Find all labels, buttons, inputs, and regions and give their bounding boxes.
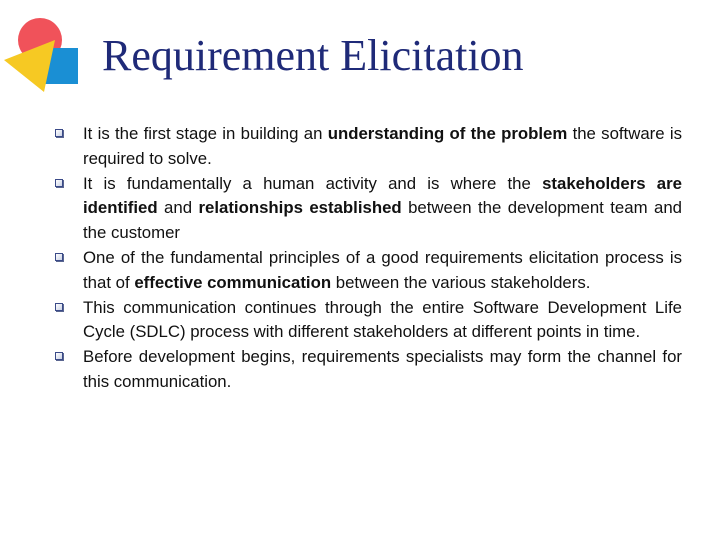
bullet-item xyxy=(52,122,682,172)
bullet-item xyxy=(52,296,682,346)
hollow-square-bullet-icon xyxy=(55,253,63,261)
geometric-shapes-logo-icon xyxy=(0,0,90,100)
bullet-item xyxy=(52,345,682,395)
bullet-text-segment: Before development begins, requirements specialists may form the channel for this communication. xyxy=(83,347,682,391)
bullet-text xyxy=(83,296,682,346)
bullet-text xyxy=(83,122,682,172)
bullet-text-segment: the software is required to solve. xyxy=(83,124,682,168)
bullet-text-segment: and xyxy=(157,198,199,218)
bullet-text-segment: It is fundamentally a human activity and is where the xyxy=(83,173,543,193)
slide-title: Requirement Elicitation xyxy=(102,31,524,80)
bullet-item xyxy=(52,246,682,296)
bullet-text-emphasis: understanding of the problem xyxy=(327,124,568,143)
bullet-text xyxy=(83,172,682,246)
bullet-text-emphasis: relationships established xyxy=(198,198,402,218)
hollow-square-bullet-icon xyxy=(55,129,63,137)
bullet-text-emphasis: effective communication xyxy=(134,272,332,292)
bullet-text-emphasis: stakeholders are identified xyxy=(83,173,682,218)
bullet-text xyxy=(83,246,682,296)
bullet-text-segment: This communication continues through the entire Software Development Life Cycle (SDLC) process with different stakeholders at different points in time. xyxy=(83,297,682,342)
bullet-item xyxy=(52,172,682,246)
hollow-square-bullet-icon xyxy=(55,352,63,360)
bullet-text-segment: It is the first stage in building an xyxy=(83,124,328,143)
bullet-text-segment: between the development team and the customer xyxy=(83,198,683,243)
hollow-square-bullet-icon xyxy=(55,303,63,311)
bullet-text xyxy=(83,345,682,395)
bullet-text-segment: One of the fundamental principles of a good requirements elicitation process is that of xyxy=(83,247,682,292)
bullet-list xyxy=(52,122,682,395)
hollow-square-bullet-icon xyxy=(55,179,63,187)
bullet-text-segment: between the various stakeholders. xyxy=(331,272,591,292)
